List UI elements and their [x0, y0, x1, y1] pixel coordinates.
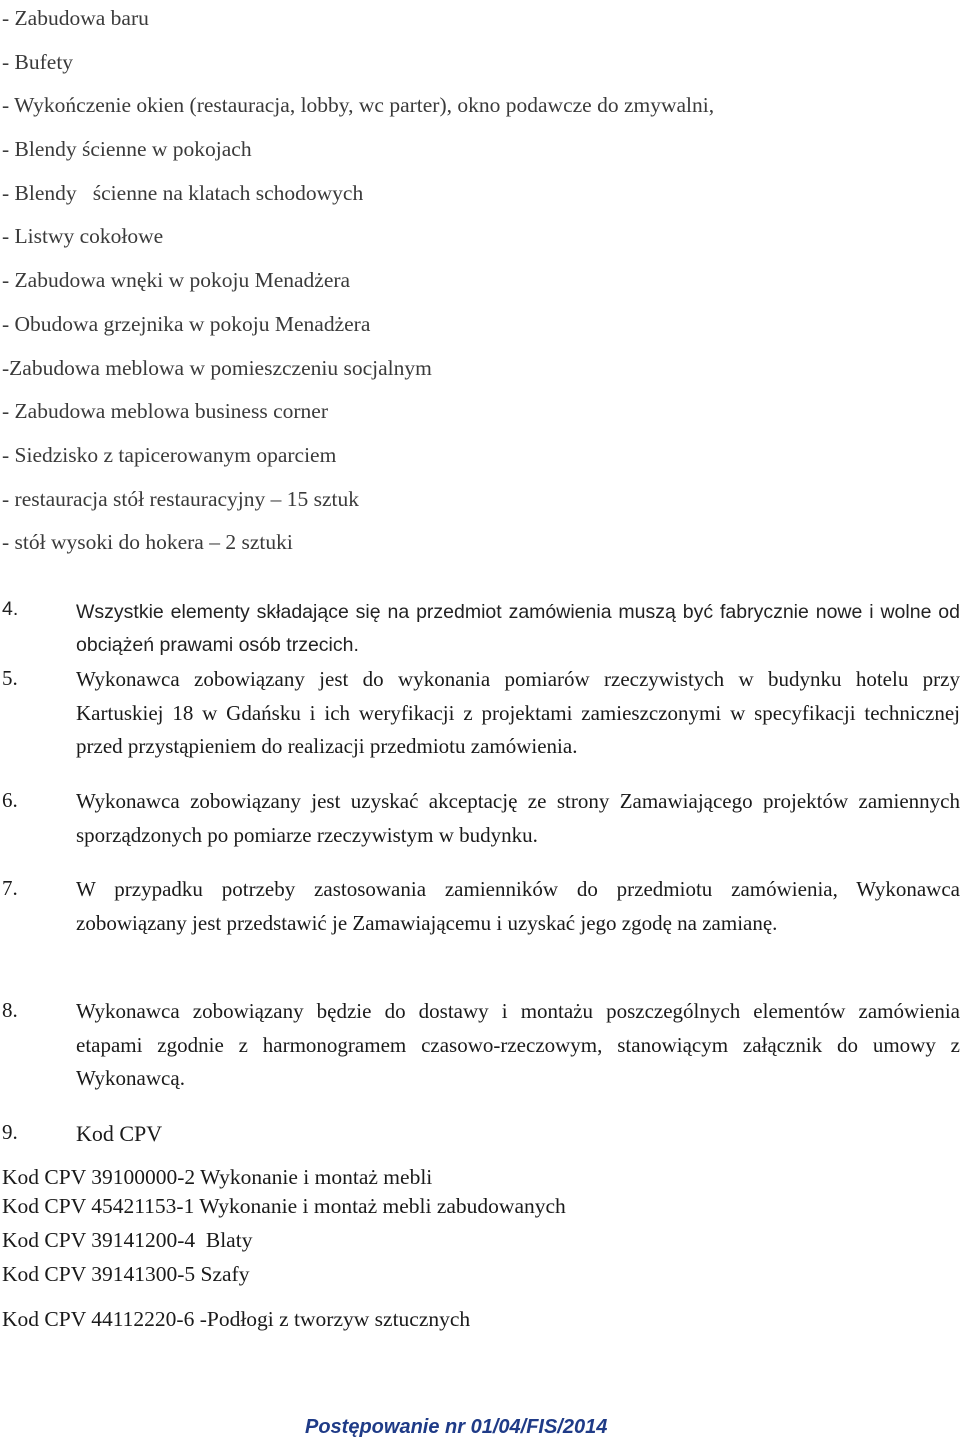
paragraph-text: Wszystkie elementy składające się na przedmiot zamówienia muszą być fabrycznie nowe i wolne od obciążeń prawami osób trzecich.: [76, 601, 960, 656]
paragraph-number: 6.: [2, 788, 18, 812]
list-item: - Listwy cokołowe: [2, 224, 164, 249]
paragraph-number: 9.: [2, 1120, 18, 1144]
furniture-item-list: [2, 0, 714, 565]
list-item: - Wykończenie okien (restauracja, lobby, wc parter), okno podawcze do zmywalni,: [2, 93, 715, 118]
list-item: - Obudowa grzejnika w pokoju Menadżera: [2, 311, 371, 336]
list-item: - Siedzisko z tapicerowanym oparciem: [2, 442, 337, 467]
paragraph-number: 5.: [2, 666, 18, 690]
cpv-code-line: Kod CPV 39141300-5 Szafy: [2, 1262, 250, 1286]
paragraph-number: 8.: [2, 998, 18, 1022]
list-item: -Zabudowa meblowa w pomieszczeniu socjalnym: [2, 355, 432, 380]
list-item: - Zabudowa meblowa business corner: [2, 399, 328, 424]
paragraph-text: Wykonawca zobowiązany będzie do dostawy i montażu poszczególnych elementów zamówienia etapami zgodnie z harmonogramem czasowo-rzeczowym, stanowiącym załącznik do umowy z Wykonawcą.: [76, 999, 960, 1090]
cpv-code-line: Kod CPV 44112220-6 -Podłogi z tworzyw sztucznych: [2, 1307, 471, 1331]
paragraph-text: W przypadku potrzeby zastosowania zamienników do przedmiotu zamówienia, Wykonawca zobowiązany jest przedstawić je Zamawiającemu i uzyskać jego zgodę na zamianę.: [76, 877, 960, 935]
paragraph-text: Wykonawca zobowiązany jest do wykonania pomiarów rzeczywistych w budynku hotelu przy Kartuskiej 18 w Gdańsku i ich weryfikacji z projektami zamieszczonymi w specyfikacji technicznej przed przystąpieniem do realizacji przedmiotu zamówienia.: [76, 667, 960, 758]
paragraph-number: 4.: [2, 598, 19, 620]
list-item: - Blendy ścienne na klatach schodowych: [2, 180, 364, 205]
cpv-code-line: Kod CPV 39100000-2 Wykonanie i montaż mebli: [2, 1165, 433, 1189]
footer-procedure-number: Postępowanie nr 01/04/FIS/2014: [305, 1416, 608, 1438]
list-item: - Zabudowa baru: [2, 6, 149, 30]
paragraph-text: Wykonawca zobowiązany jest uzyskać akceptację ze strony Zamawiającego projektów zamiennych sporządzonych po pomiarze rzeczywistym w budynku.: [76, 789, 960, 847]
list-item: - restauracja stół restauracyjny – 15 sztuk: [2, 486, 360, 511]
list-item: - Bufety: [2, 49, 74, 74]
list-item: - Zabudowa wnęki w pokoju Menadżera: [2, 268, 351, 293]
cpv-code-line: Kod CPV 39141200-4 Blaty: [2, 1228, 253, 1252]
list-item: - stół wysoki do hokera – 2 sztuki: [2, 530, 293, 555]
paragraph-text: Kod CPV: [76, 1121, 163, 1146]
list-item: - Blendy ścienne w pokojach: [2, 137, 252, 162]
cpv-code-line: Kod CPV 45421153-1 Wykonanie i montaż mebli zabudowanych: [2, 1194, 566, 1218]
paragraph-number: 7.: [2, 876, 18, 900]
